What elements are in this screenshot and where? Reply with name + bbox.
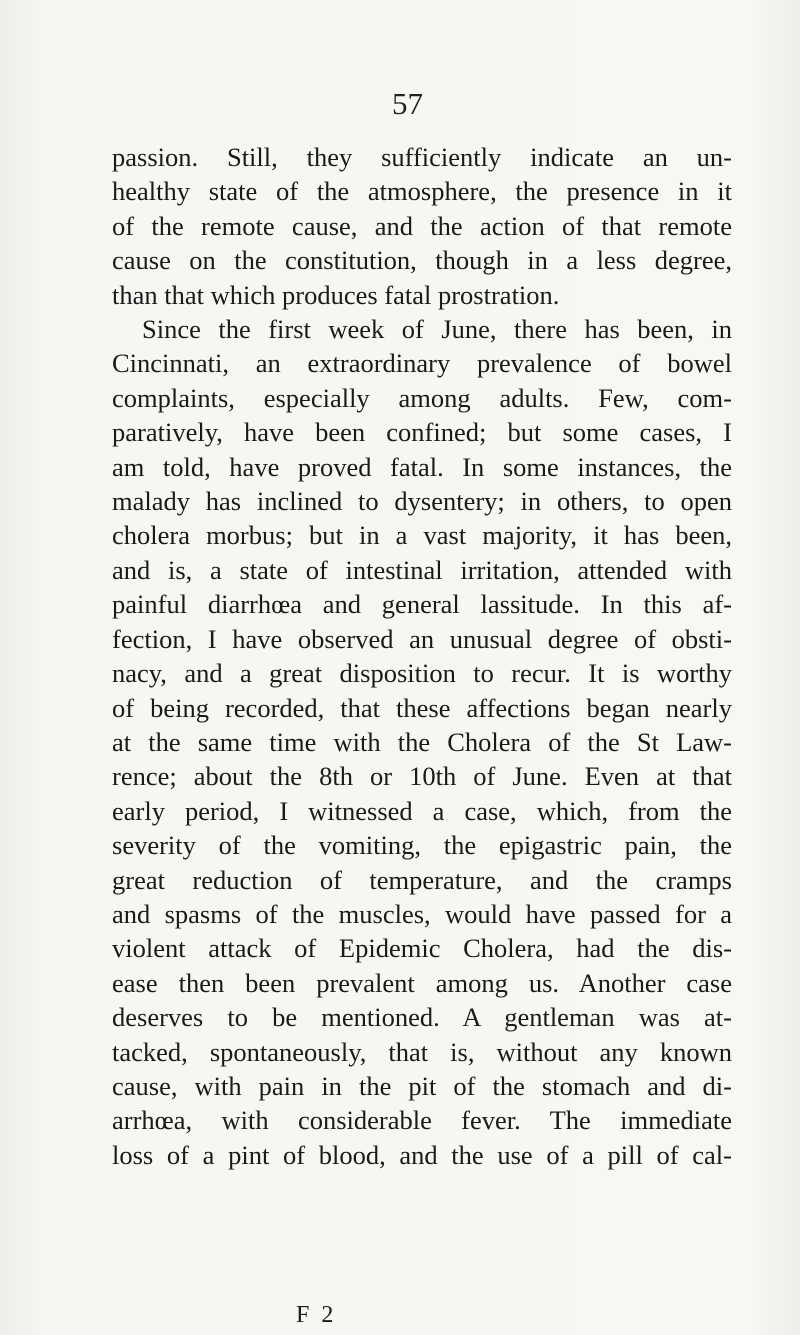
text-line: tacked, spontaneously, that is, without any known: [112, 1036, 732, 1067]
text-line: paratively, have been confined; but some cases, I: [112, 417, 732, 448]
text-line: Since the first week of June, there has been, in: [142, 314, 732, 345]
text-line: cause on the constitution, though in a less degree,: [112, 245, 732, 276]
page-number: 57: [392, 86, 423, 121]
text-line: of the remote cause, and the action of that remote: [112, 210, 732, 241]
text-line: great reduction of temperature, and the cramps: [112, 864, 732, 895]
text-line: of being recorded, that these affections began nearly: [112, 692, 732, 723]
text-line: painful diarrhœa and general lassitude. In this af-: [112, 589, 732, 620]
text-line: than that which produces fatal prostration.: [112, 279, 560, 310]
text-line: severity of the vomiting, the epigastric pain, the: [112, 830, 732, 861]
paragraph-1: [112, 140, 732, 312]
text-line: rence; about the 8th or 10th of June. Even at that: [112, 761, 732, 792]
text-line: loss of a pint of blood, and the use of a pill of cal-: [112, 1139, 732, 1170]
text-line: am told, have proved fatal. In some instances, the: [112, 451, 732, 482]
text-line: cause, with pain in the pit of the stomach and di-: [112, 1070, 732, 1101]
text-line: violent attack of Epidemic Cholera, had the dis-: [112, 933, 732, 964]
text-line: and spasms of the muscles, would have passed for a: [112, 898, 732, 929]
text-line: and is, a state of intestinal irritation, attended with: [112, 554, 732, 585]
text-line: complaints, especially among adults. Few, com-: [112, 382, 732, 413]
text-line: deserves to be mentioned. A gentleman was at-: [112, 1002, 732, 1033]
text-line: fection, I have observed an unusual degree of obsti-: [112, 623, 732, 654]
text-line: nacy, and a great disposition to recur. It is worthy: [112, 658, 732, 689]
text-line: passion. Still, they sufficiently indicate an un-: [112, 142, 732, 172]
text-line: at the same time with the Cholera of the St Law-: [112, 726, 732, 757]
signature-mark: F 2: [296, 1302, 337, 1328]
text-line: early period, I witnessed a case, which, from the: [112, 795, 732, 826]
text-line: malady has inclined to dysentery; in others, to open: [112, 486, 732, 517]
text-line: ease then been prevalent among us. Another case: [112, 967, 732, 998]
text-line: arrhœa, with considerable fever. The immediate: [112, 1105, 732, 1136]
text-line: Cincinnati, an extraordinary prevalence of bowel: [112, 348, 732, 379]
body-text: [112, 140, 732, 1172]
text-line: cholera morbus; but in a vast majority, it has been,: [112, 520, 732, 551]
paragraph-2: [112, 312, 732, 1172]
text-line: healthy state of the atmosphere, the presence in it: [112, 176, 732, 207]
